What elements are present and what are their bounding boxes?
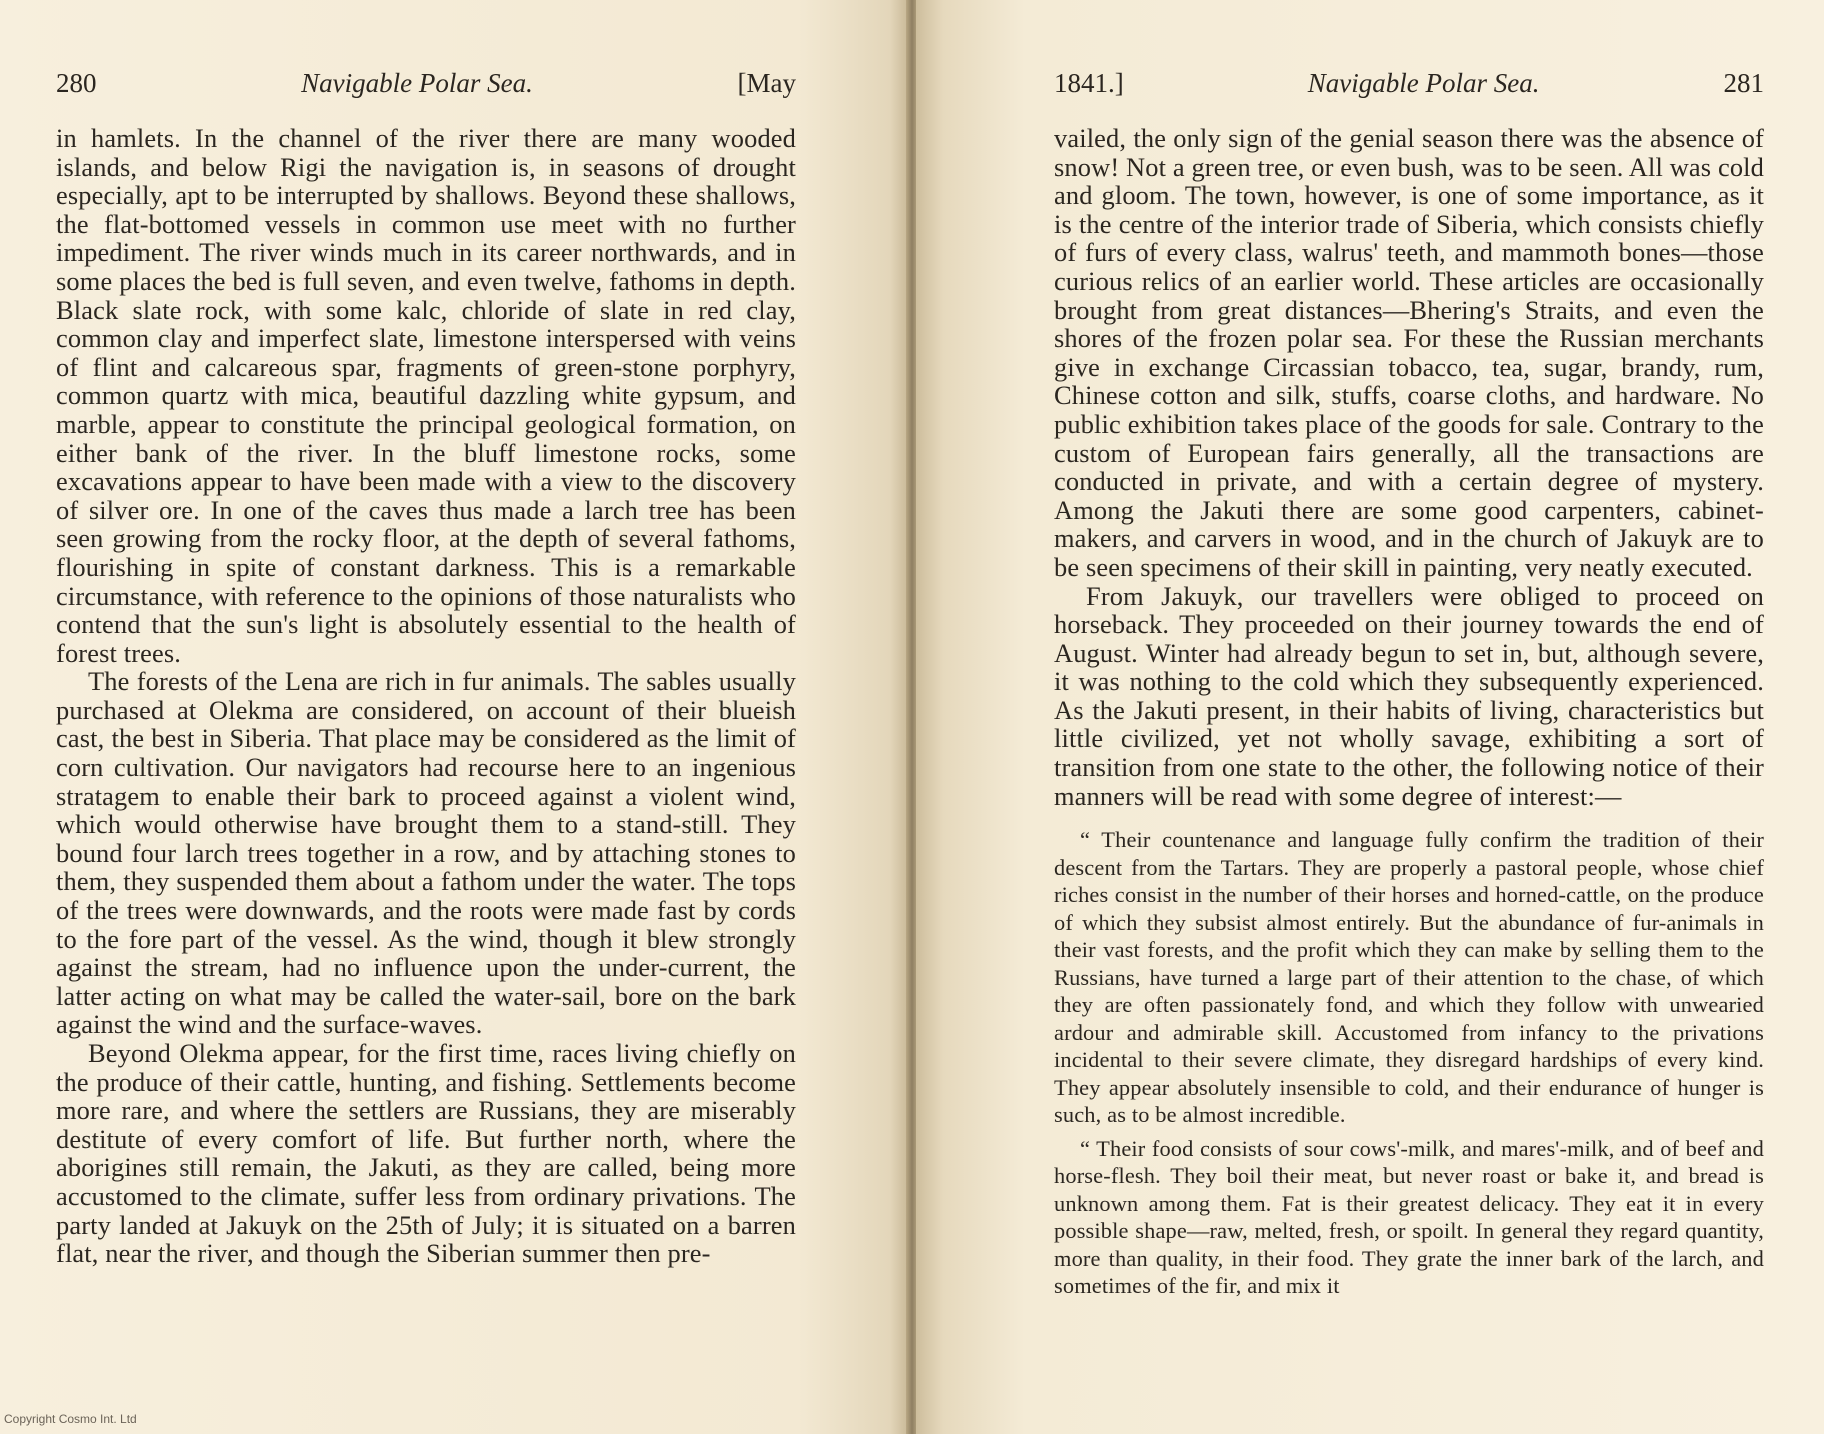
issue-date: 1841.] bbox=[1054, 68, 1124, 98]
left-page bbox=[0, 0, 908, 1434]
page-number: 281 bbox=[1723, 68, 1764, 98]
running-title: Navigable Polar Sea. bbox=[1307, 68, 1540, 98]
paragraph: The forests of the Lena are rich in fur animals. The sables usually purchased at Olekma are considered, on account of their blueish cast, the best in Siberia. That place may be considered as the limit of corn cultivation. Our navigators had recourse here to an ingenious stratagem to enable their bark to proceed against a violent wind, which would otherwise have brought them to a stand-still. They bound four larch trees together in a row, and by attaching stones to them, they suspended them about a fathom under the water. The tops of the trees were downwards, and the roots were made fast by cords to the fore part of the vessel. As the wind, though it blew strongly against the stream, had no influence upon the under-current, the latter acting on what may be called the water-sail, bore on the bark against the wind and the surface-waves. bbox=[56, 666, 796, 1040]
page-number: 280 bbox=[56, 68, 97, 98]
left-page-body bbox=[56, 124, 796, 1268]
copyright-notice: Copyright Cosmo Int. Ltd bbox=[4, 1412, 137, 1426]
issue-date: [May bbox=[737, 68, 796, 98]
block-quote bbox=[1054, 826, 1764, 1300]
quote-paragraph: “ Their countenance and language fully confirm the tradition of their descent from the Tartars. They are properly a pastoral people, whose chief riches consist in the number of their horses and horned-cattle, on the produce of which they subsist almost entirely. But the abundance of fur-animals in their vast forests, and the profit which they can make by selling them to the Russians, have turned a large part of their attention to the chase, of which they are often passionately fond, and which they follow with unwearied ardour and admirable skill. Accustomed from infancy to the privations incidental to their severe climate, they disregard hardships of every kind. They appear absolutely insensible to cold, and their endurance of hunger is such, as to be almost incredible. bbox=[1054, 827, 1764, 1128]
paragraph: vailed, the only sign of the genial season there was the absence of snow! Not a green tree, or even bush, was to be seen. All was cold and gloom. The town, however, is one of some importance, as it is the centre of the interior trade of Siberia, which consists chiefly of furs of every class, walrus' teeth, and mammoth bones—those curious relics of an earlier world. These articles are occasionally brought from great distances—Bhering's Straits, and even the shores of the frozen polar sea. For these the Russian merchants give in exchange Circassian tobacco, tea, sugar, brandy, rum, Chinese cotton and silk, stuffs, coarse cloths, and hardware. No public exhibition takes place of the goods for sale. Contrary to the custom of European fairs generally, all the transactions are conducted in private, and with a certain degree of mystery. Among the Jakuti there are some good carpenters, cabinet-makers, and carvers in wood, and in the church of Jakuyk are to be seen specimens of their skill in painting, very neatly executed. bbox=[1054, 123, 1764, 582]
paragraph: Beyond Olekma appear, for the first time, races living chiefly on the produce of their cattle, hunting, and fishing. Settlements become more rare, and where the settlers are Russians, they are miserably destitute of every comfort of life. But further north, where the aborigines still remain, the Jakuti, as they are called, being more accustomed to the climate, suffer less from ordinary privations. The party landed at Jakuyk on the 25th of July; it is situated on a barren flat, near the river, and though the Siberian summer then pre- bbox=[56, 1038, 796, 1269]
right-page bbox=[916, 0, 1824, 1434]
left-page-header bbox=[56, 68, 796, 108]
paragraph: in hamlets. In the channel of the river there are many wooded islands, and below Rigi the navigation is, in seasons of drought especially, apt to be interrupted by shallows. Beyond these shallows, the flat-bottomed vessels in common use meet with no further impediment. The river winds much in its career northwards, and in some places the bed is full seven, and even twelve, fathoms in depth. Black slate rock, with some kalc, chloride of slate in red clay, common clay and imperfect slate, limestone interspersed with veins of flint and calcareous spar, fragments of green-stone porphyry, common quartz with mica, beautiful dazzling white gypsum, and marble, appear to constitute the principal geological formation, on either bank of the river. In the bluff limestone rocks, some excavations appear to have been made with a view to the discovery of silver ore. In one of the caves thus made a larch tree has been seen growing from the rocky floor, at the depth of several fathoms, flourishing in spite of constant darkness. This is a remarkable circumstance, with reference to the opinions of those naturalists who contend that the sun's light is absolutely essential to the health of forest trees. bbox=[56, 123, 796, 668]
right-page-body bbox=[1054, 124, 1764, 1300]
right-page-header bbox=[1054, 68, 1764, 108]
quote-paragraph: “ Their food consists of sour cows'-milk, and mares'-milk, and of beef and horse-flesh. They boil their meat, but never roast or bake it, and bread is unknown among them. Fat is their greatest delicacy. They eat it in every possible shape—raw, melted, fresh, or spoilt. In general they regard quantity, more than quality, in their food. They grate the inner bark of the larch, and sometimes of the fir, and mix it bbox=[1054, 1135, 1764, 1299]
paragraph: From Jakuyk, our travellers were obliged to proceed on horseback. They proceeded on their journey towards the end of August. Winter had already begun to set in, but, although severe, it was nothing to the cold which they subsequently experienced. As the Jakuti present, in their habits of living, characteristics but little civilized, yet not wholly savage, exhibiting a sort of transition from one state to the other, the following notice of their manners will be read with some degree of interest:— bbox=[1054, 580, 1764, 811]
running-title: Navigable Polar Sea. bbox=[301, 68, 533, 98]
